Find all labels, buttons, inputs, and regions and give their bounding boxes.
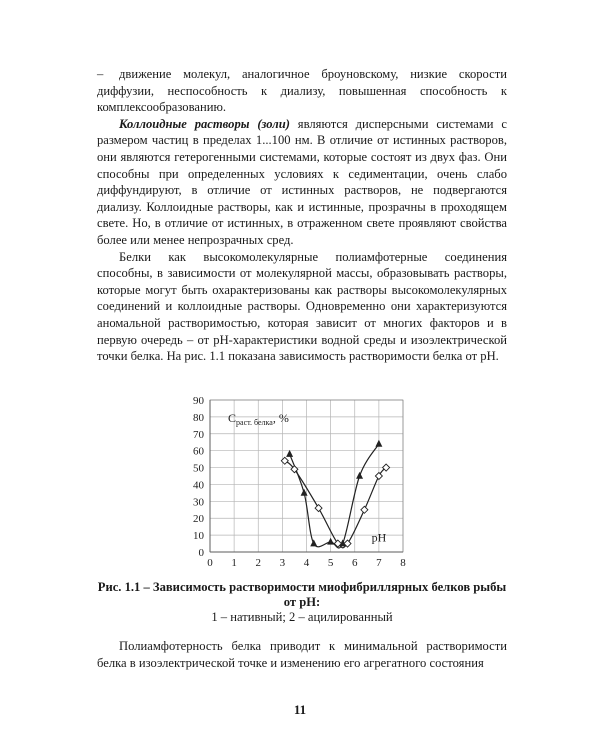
figure-caption <box>97 580 507 625</box>
y-tick-label: 0 <box>198 547 204 559</box>
series-1-point <box>287 451 293 457</box>
x-tick-label: 7 <box>376 557 382 569</box>
solubility-chart <box>97 392 507 582</box>
term-colloid-solutions: Коллоидные растворы (золи) <box>119 116 290 131</box>
y-tick-label: 60 <box>193 445 204 458</box>
figure-solubility-chart <box>97 392 507 582</box>
x-tick-label: 8 <box>400 557 406 569</box>
x-tick-label: 6 <box>352 557 358 569</box>
x-tick-label: 1 <box>231 557 237 569</box>
series-1-point <box>376 440 382 446</box>
x-axis-label: pH <box>371 530 387 545</box>
y-tick-label: 70 <box>193 428 204 441</box>
x-tick-label: 0 <box>207 557 213 569</box>
series-1-point <box>328 538 334 544</box>
page-number: 11 <box>293 702 307 717</box>
y-axis-label: $C_{раст. белка}$, % <box>228 411 289 427</box>
paragraph-text: являются дисперсными системами с размером частиц в пределах 1...100 нм. В отличие от истинных растворов, они являются гетерогенными системами, которые состоят из двух фаз. Они способны при определенных условиях к седиментации, очень слабо диффундируют, в отличие от истинных растворов, не подвергаются диализу. Коллоидные растворы, как и истинные, прозрачны в проходящем свете. Но, в отличие от истинных, в отраженном свете проявляют свойства более или менее непрозрачных сред. <box>97 116 507 247</box>
paragraph-text: движение молекул, аналогичное броуновскому, низкие скорости диффузии, неспособность к диализу, повышенная способность к комплексообразованию. <box>97 67 507 115</box>
y-tick-label: 90 <box>193 395 204 407</box>
x-tick-label: 3 <box>279 557 286 569</box>
paragraph-proteins: Белки как высокомолекулярные полиамфотерные соединения способны, в зависимости от молекулярной массы, образовывать растворы, которые могут быть охарактеризованы как растворы высокомолекулярных соединений и коллоидные растворы. Одновременно они характеризуются аномальной растворимостью, которая зависит от многих факторов и в первую очередь – от pH-характеристики водной среды и изоэлектрической точки белка. На рис. 1.1 показана зависимость растворимости белка от pH. <box>97 249 507 364</box>
caption-legend: 1 – нативный; 2 – ацилированный <box>211 610 393 624</box>
y-tick-label: 20 <box>193 513 204 526</box>
series-2-point <box>315 505 322 512</box>
page-content <box>97 66 507 670</box>
list-dash: – <box>97 67 104 81</box>
series-2-point <box>361 506 368 513</box>
paragraph-colloid-solutions <box>97 116 507 249</box>
y-tick-label: 50 <box>193 462 204 475</box>
y-tick-label: 80 <box>193 411 204 424</box>
y-tick-label: 40 <box>193 479 204 492</box>
paragraph-list-continuation <box>97 66 507 116</box>
x-tick-label: 5 <box>327 557 334 569</box>
x-tick-label: 2 <box>255 557 261 569</box>
series-1-point <box>357 473 363 479</box>
series-2-point <box>375 473 382 480</box>
paragraph-polyamphoteric: Полиамфотерность белка приводит к минимальной растворимости белка в изоэлектрической точке и изменению его агрегатного состояния <box>97 639 507 670</box>
series-1-line <box>290 444 379 548</box>
series-1-point <box>311 540 317 546</box>
x-tick-label: 4 <box>303 557 310 569</box>
caption-title: Рис. 1.1 – Зависимость растворимости миофибриллярных белков рыбы от pH: <box>97 580 507 609</box>
y-tick-label: 10 <box>193 530 204 543</box>
y-tick-label: 30 <box>193 496 204 509</box>
